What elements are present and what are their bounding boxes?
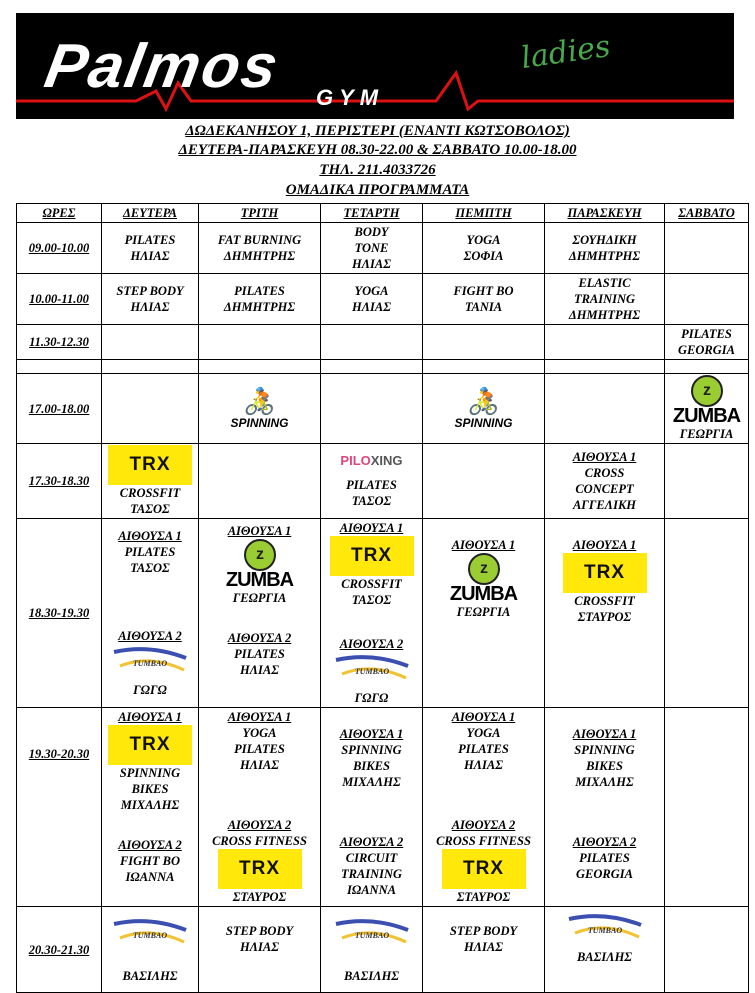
spacer-row <box>17 360 749 374</box>
class-line: FAT BURNING <box>217 233 302 247</box>
col-tuesday: ΤΡΙΤΗ <box>199 204 321 223</box>
zumba-circle-icon: z <box>468 553 500 585</box>
empty-cell <box>545 325 665 360</box>
class-cell <box>199 274 321 325</box>
class-line: ΔΗΜΗΤΡΗΣ <box>223 300 296 314</box>
col-thursday: ΠΕΜΠΤΗ <box>423 204 545 223</box>
class-line: PILATES <box>124 233 176 247</box>
class-cell <box>199 223 321 274</box>
trx-logo: TRX <box>108 445 192 485</box>
class-cell <box>545 444 665 519</box>
col-monday: ΔΕΥΤΕΡΑ <box>102 204 199 223</box>
empty-cell <box>423 444 545 519</box>
class-line: ΣΤΑΥΡΟΣ <box>456 890 511 904</box>
class-line: ΗΛΙΑΣ <box>130 300 170 314</box>
class-line: ΒΑΣΙΛΗΣ <box>576 950 633 964</box>
class-line: ΤΑΣΟΣ <box>130 502 170 516</box>
class-line: YOGA <box>242 726 277 740</box>
class-line: PILATES <box>234 284 285 298</box>
class-line: ΣΟΥΗΔΙΚΗ <box>572 233 637 247</box>
class-cell: ΑΙΘΟΥΣΑ 1 SPINNING BIKES ΜΙΧΑΛΗΣ ΑΙΘΟΥΣΑ 2 PILATES GEORGIA <box>545 708 665 907</box>
tumbao-logo <box>565 911 645 945</box>
class-cell <box>102 223 199 274</box>
class-line: ΣΟΦΙΑ <box>463 249 504 263</box>
zumba-logo: z ZUMBA <box>450 553 517 602</box>
zumba-circle-icon: z <box>244 539 276 571</box>
empty-cell <box>665 519 749 708</box>
class-cell: ΑΙΘΟΥΣΑ 1 z ZUMBA ΓΕΩΡΓΙΑ <box>423 519 545 708</box>
class-cell: ΑΙΘΟΥΣΑ 1 SPINNING BIKES ΜΙΧΑΛΗΣ ΑΙΘΟΥΣΑ 2 CIRCUIT TRAINING ΙΩΑΝΝΑ <box>321 708 423 907</box>
empty-cell <box>321 374 423 444</box>
class-line: YOGA <box>466 726 501 740</box>
class-cell <box>102 444 199 519</box>
class-cell: ΑΙΘΟΥΣΑ 1 TRX CROSSFIT ΣΤΑΥΡΟΣ <box>545 519 665 708</box>
class-line: ΓΕΩΡΓΙΑ <box>456 605 511 619</box>
empty-cell <box>321 325 423 360</box>
class-line: ΙΩΑΝΝΑ <box>125 870 175 884</box>
zumba-logo: z ZUMBA <box>673 375 740 424</box>
class-cell <box>321 444 423 519</box>
class-line: ΜΙΧΑΛΗΣ <box>120 798 180 812</box>
time-cell: 17.30-18.30 <box>17 444 102 519</box>
class-line: BODY <box>354 225 389 239</box>
class-line: TRAINING <box>573 292 636 306</box>
class-line: TONE <box>354 241 389 255</box>
table-row <box>17 519 749 708</box>
empty-cell <box>102 374 199 444</box>
empty-cell <box>665 708 749 907</box>
class-line: ΓΕΩΡΓΙΑ <box>232 590 287 605</box>
empty-cell <box>199 360 321 374</box>
class-cell <box>199 374 321 444</box>
class-line: ΓΩΓΩ <box>133 683 167 697</box>
class-cell: ΑΙΘΟΥΣΑ 1 YOGA PILATES ΗΛΙΑΣ ΑΙΘΟΥΣΑ 2 CROSS FITNESS TRX ΣΤΑΥΡΟΣ <box>199 708 321 907</box>
hours-line: ΔΕΥΤΕΡΑ-ΠΑΡΑΣΚΕΥΗ 08.30-22.00 & ΣΑΒΒΑΤΟ 10.00-18.00 <box>178 142 577 158</box>
empty-cell <box>545 360 665 374</box>
class-line: BIKES <box>586 759 623 773</box>
time-cell: 19.30-20.30 <box>17 708 102 907</box>
class-cell: ΑΙΘΟΥΣΑ 1 YOGA PILATES ΗΛΙΑΣ ΑΙΘΟΥΣΑ 2 CROSS FITNESS TRX ΣΤΑΥΡΟΣ <box>423 708 545 907</box>
class-line: ΙΩΑΝΝΑ <box>347 883 396 897</box>
class-cell <box>545 907 665 993</box>
class-line: PILATES <box>458 742 509 756</box>
class-line: ΔΗΜΗΤΡΗΣ <box>568 308 641 322</box>
empty-cell <box>665 360 749 374</box>
class-line: YOGA <box>466 233 501 247</box>
class-line: BIKES <box>353 759 390 773</box>
class-line: ΤΑΣΟΣ <box>351 593 392 607</box>
empty-cell <box>665 274 749 325</box>
gym-logo-banner <box>16 13 734 119</box>
class-line: CROSS <box>584 466 625 480</box>
class-line: PILATES <box>579 851 630 865</box>
time-cell: 18.30-19.30 <box>17 519 102 708</box>
class-line: ΗΛΙΑΣ <box>463 940 503 954</box>
address-line: ΔΩΔΕΚΑΝΗΣΟΥ 1, ΠΕΡΙΣΤΕΡΙ (ΕΝΑΝΤΙ ΚΩΤΣΟΒΟΛΟΣ) <box>185 123 570 139</box>
schedule-title: ΟΜΑΔΙΚΑ ΠΡΟΓΡΑΜΜΑΤΑ <box>285 182 470 198</box>
time-cell: 10.00-11.00 <box>17 274 102 325</box>
col-hours: ΩΡΕΣ <box>17 204 102 223</box>
class-line: FIGHT BO <box>453 284 514 298</box>
time-cell: 09.00-10.00 <box>17 223 102 274</box>
class-line: CIRCUIT <box>345 851 398 865</box>
class-line: ELASTIC <box>578 276 631 290</box>
time-cell: 17.00-18.00 <box>17 374 102 444</box>
class-line: CROSSFIT <box>119 486 181 500</box>
schedule-table <box>16 203 749 993</box>
class-cell <box>545 223 665 274</box>
tumbao-logo <box>110 644 190 678</box>
class-line: PILATES <box>124 545 176 559</box>
col-friday: ΠΑΡΑΣΚΕΥΗ <box>545 204 665 223</box>
table-row <box>17 444 749 519</box>
class-cell <box>102 274 199 325</box>
class-line: ΗΛΙΑΣ <box>130 249 170 263</box>
class-line: ΗΛΙΑΣ <box>239 758 279 772</box>
class-line: ΔΗΜΗΤΡΗΣ <box>568 249 641 263</box>
class-line: ΒΑΣΙΛΗΣ <box>343 968 400 983</box>
svg-text:TUMBAO: TUMBAO <box>132 659 168 668</box>
class-line: CROSSFIT <box>341 577 402 591</box>
class-line: SPINNING <box>574 743 635 757</box>
class-line: ΤΑΣΟΣ <box>130 561 170 575</box>
class-line: YOGA <box>354 284 389 298</box>
class-line: ΣΤΑΥΡΟΣ <box>232 890 287 904</box>
class-cell <box>423 274 545 325</box>
class-line: ΒΑΣΙΛΗΣ <box>122 968 178 983</box>
class-line: CROSS FITNESS <box>212 834 307 848</box>
zumba-circle-icon: z <box>691 375 723 407</box>
class-cell <box>102 907 199 993</box>
cyclist-icon: 🚴 <box>467 385 500 416</box>
empty-cell <box>17 360 102 374</box>
brand-ladies: ladies <box>518 28 613 77</box>
class-line: ΑΓΓΕΛΙΚΗ <box>572 498 637 512</box>
class-line: PILATES <box>681 327 732 341</box>
svg-text:TUMBAO: TUMBAO <box>354 930 389 940</box>
header-row <box>17 204 749 223</box>
class-cell <box>423 223 545 274</box>
empty-cell <box>665 444 749 519</box>
class-cell: ΑΙΘΟΥΣΑ 1 TRX SPINNING BIKES ΜΙΧΑΛΗΣ ΑΙΘΟΥΣΑ 2 FIGHT BO ΙΩΑΝΝΑ <box>102 708 199 907</box>
class-line: CROSS FITNESS <box>436 834 531 848</box>
empty-cell <box>102 325 199 360</box>
col-wednesday: ΤΕΤΑΡΤΗ <box>321 204 423 223</box>
class-line: CONCEPT <box>575 482 634 496</box>
empty-cell <box>545 374 665 444</box>
tumbao-logo <box>110 916 190 950</box>
time-cell: 20.30-21.30 <box>17 907 102 993</box>
class-line: ΗΛΙΑΣ <box>351 300 391 314</box>
table-row <box>17 325 749 360</box>
brand-name: Palmos <box>39 32 285 101</box>
class-line: ΜΙΧΑΛΗΣ <box>342 775 401 789</box>
empty-cell <box>665 223 749 274</box>
svg-text:TUMBAO: TUMBAO <box>587 926 622 935</box>
class-line: ΓΕΩΡΓΙΑ <box>679 427 734 441</box>
class-line: PILATES <box>234 646 285 661</box>
class-cell <box>545 274 665 325</box>
empty-cell <box>423 360 545 374</box>
table-row <box>17 223 749 274</box>
class-line: ΣΤΑΥΡΟΣ <box>577 610 632 624</box>
class-line: ΗΛΙΑΣ <box>239 940 279 954</box>
table-row <box>17 274 749 325</box>
zumba-logo: z ZUMBA <box>226 539 293 588</box>
class-cell <box>665 325 749 360</box>
class-line: GEORGIA <box>678 343 735 357</box>
table-row <box>17 907 749 993</box>
class-cell: ΑΙΘΟΥΣΑ 1 TRX CROSSFIT ΤΑΣΟΣ ΑΙΘΟΥΣΑ 2 TUMBAO ΓΩΓΩ <box>321 519 423 708</box>
trx-logo: TRX <box>218 849 302 889</box>
class-line: PILATES <box>346 478 397 492</box>
empty-cell <box>665 907 749 993</box>
spinning-logo: 🚴 SPINNING <box>230 385 289 430</box>
table-row <box>17 374 749 444</box>
empty-cell <box>199 325 321 360</box>
trx-logo: TRX <box>563 553 647 593</box>
class-cell: ΑΙΘΟΥΣΑ 1 z ZUMBA ΓΕΩΡΓΙΑ ΑΙΘΟΥΣΑ 2 PILATES ΗΛΙΑΣ <box>199 519 321 708</box>
class-cell <box>321 223 423 274</box>
table-row <box>17 708 749 907</box>
trx-logo: TRX <box>330 536 414 576</box>
class-line: TRAINING <box>340 867 403 881</box>
class-line: SPINNING <box>119 766 181 780</box>
tumbao-logo <box>332 652 412 686</box>
class-line: ΤΑΣΟΣ <box>351 494 392 508</box>
piloxing-logo: PILOXING <box>340 453 403 468</box>
class-line: BIKES <box>131 782 169 796</box>
tumbao-logo <box>332 916 412 950</box>
class-cell <box>321 907 423 993</box>
class-cell <box>321 274 423 325</box>
time-cell: 11.30-12.30 <box>17 325 102 360</box>
class-line: ΗΛΙΑΣ <box>351 257 391 271</box>
empty-cell <box>102 360 199 374</box>
brand-gym: GYM <box>316 85 385 110</box>
class-line: STEP BODY <box>449 924 518 938</box>
class-line: STEP BODY <box>225 924 294 938</box>
class-line: ΜΙΧΑΛΗΣ <box>575 775 634 789</box>
class-line: ΓΩΓΩ <box>354 691 389 705</box>
class-line: ΗΛΙΑΣ <box>239 662 279 677</box>
class-line: ΔΗΜΗΤΡΗΣ <box>223 249 296 263</box>
class-cell: ΑΙΘΟΥΣΑ 1 PILATES ΤΑΣΟΣ ΑΙΘΟΥΣΑ 2 TUMBAO ΓΩΓΩ <box>102 519 199 708</box>
class-line: FIGHT BO <box>119 854 181 868</box>
empty-cell <box>423 325 545 360</box>
trx-logo: TRX <box>108 725 192 765</box>
class-cell <box>199 907 321 993</box>
class-cell <box>423 374 545 444</box>
class-line: CROSSFIT <box>574 594 635 608</box>
cyclist-icon: 🚴 <box>243 385 276 416</box>
class-line: ΗΛΙΑΣ <box>463 758 503 772</box>
class-line: ΑΙΘΟΥΣΑ 1 <box>572 450 637 464</box>
trx-logo: TRX <box>442 849 526 889</box>
class-line: ΤΑΝΙΑ <box>464 300 503 314</box>
class-line: STEP BODY <box>116 284 184 298</box>
phone-line: ΤΗΛ. 211.4033726 <box>319 162 436 178</box>
svg-text:TUMBAO: TUMBAO <box>354 667 389 676</box>
empty-cell <box>199 444 321 519</box>
class-cell <box>423 907 545 993</box>
col-saturday: ΣΑΒΒΑΤΟ <box>665 204 749 223</box>
class-line: GEORGIA <box>576 867 633 881</box>
empty-cell <box>321 360 423 374</box>
svg-text:TUMBAO: TUMBAO <box>132 930 168 940</box>
class-line: SPINNING <box>341 743 402 757</box>
class-cell <box>665 374 749 444</box>
class-line: PILATES <box>234 742 285 756</box>
spinning-logo: 🚴 SPINNING <box>454 385 513 430</box>
